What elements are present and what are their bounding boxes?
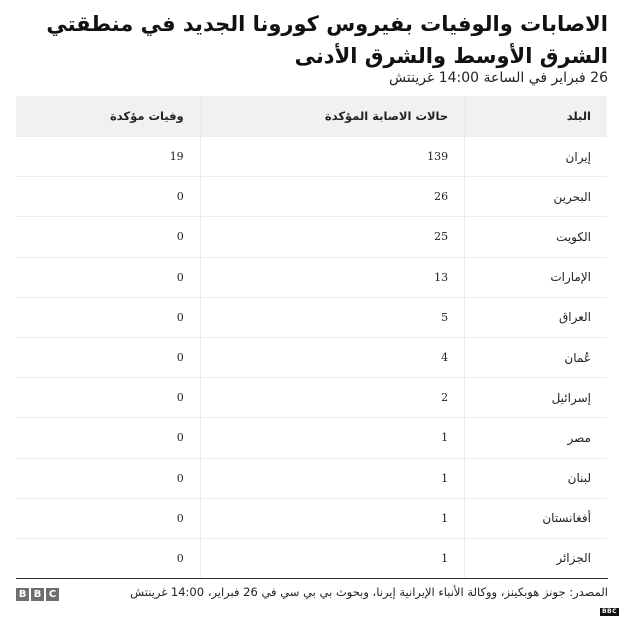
cell-cases: 1 — [200, 418, 464, 458]
cell-country: أفغانستان — [465, 498, 607, 538]
header-country: البلد — [465, 96, 607, 137]
cell-cases: 5 — [200, 297, 464, 337]
bbc-watermark: BBC — [601, 608, 617, 615]
cell-cases: 1 — [200, 458, 464, 498]
table-row — [16, 137, 607, 177]
cell-deaths: 0 — [16, 418, 200, 458]
cell-deaths: 0 — [16, 297, 200, 337]
table-row — [16, 538, 607, 578]
table-row — [16, 458, 607, 498]
cell-country: العراق — [465, 297, 607, 337]
cell-country: الإمارات — [465, 257, 607, 297]
chart-title: الاصابات والوفيات بفيروس كورونا الجديد في منطقتي الشرق الأوسط والشرق الأدنى — [46, 12, 608, 68]
table-row — [16, 217, 607, 257]
cell-deaths: 0 — [16, 177, 200, 217]
source-note: المصدر: جونز هوبكينز، ووكالة الأنباء الإيرانية إيرنا، وبحوث بي بي سي في 26 فبراير، 14:00 غرينتش — [130, 585, 608, 599]
cell-cases: 25 — [200, 217, 464, 257]
bbc-logo-letter: B — [31, 588, 44, 601]
cell-cases: 139 — [200, 137, 464, 177]
cell-deaths: 0 — [16, 337, 200, 377]
chart-subtitle: 26 فبراير في الساعة 14:00 غرينتش — [389, 70, 608, 86]
table-row — [16, 297, 607, 337]
cell-deaths: 0 — [16, 257, 200, 297]
cell-country: عُمان — [465, 337, 607, 377]
data-table — [16, 96, 607, 578]
table-row — [16, 378, 607, 418]
footer-divider — [16, 578, 608, 579]
cell-country: إيران — [465, 137, 607, 177]
cell-country: لبنان — [465, 458, 607, 498]
bbc-logo-letter: C — [46, 588, 59, 601]
cell-deaths: 0 — [16, 458, 200, 498]
cell-country: البحرين — [465, 177, 607, 217]
cell-country: إسرائيل — [465, 378, 607, 418]
table-row — [16, 257, 607, 297]
header-confirmed-cases: حالات الاصابة المؤكدة — [200, 96, 464, 137]
bbc-logo-letter: B — [16, 588, 29, 601]
cell-cases: 1 — [200, 498, 464, 538]
cell-cases: 26 — [200, 177, 464, 217]
cell-deaths: 0 — [16, 538, 200, 578]
cell-cases: 13 — [200, 257, 464, 297]
cell-country: الجزائر — [465, 538, 607, 578]
cell-deaths: 0 — [16, 378, 200, 418]
cell-country: مصر — [465, 418, 607, 458]
table-row — [16, 418, 607, 458]
table-header-row — [16, 96, 607, 137]
header-confirmed-deaths: وفيات مؤكدة — [16, 96, 200, 137]
table-row — [16, 177, 607, 217]
cell-deaths: 0 — [16, 217, 200, 257]
cell-country: الكويت — [465, 217, 607, 257]
table-row — [16, 498, 607, 538]
cell-cases: 2 — [200, 378, 464, 418]
bbc-logo — [16, 588, 59, 601]
cell-deaths: 0 — [16, 498, 200, 538]
cell-cases: 1 — [200, 538, 464, 578]
cell-deaths: 19 — [16, 137, 200, 177]
table-row — [16, 337, 607, 377]
cell-cases: 4 — [200, 337, 464, 377]
